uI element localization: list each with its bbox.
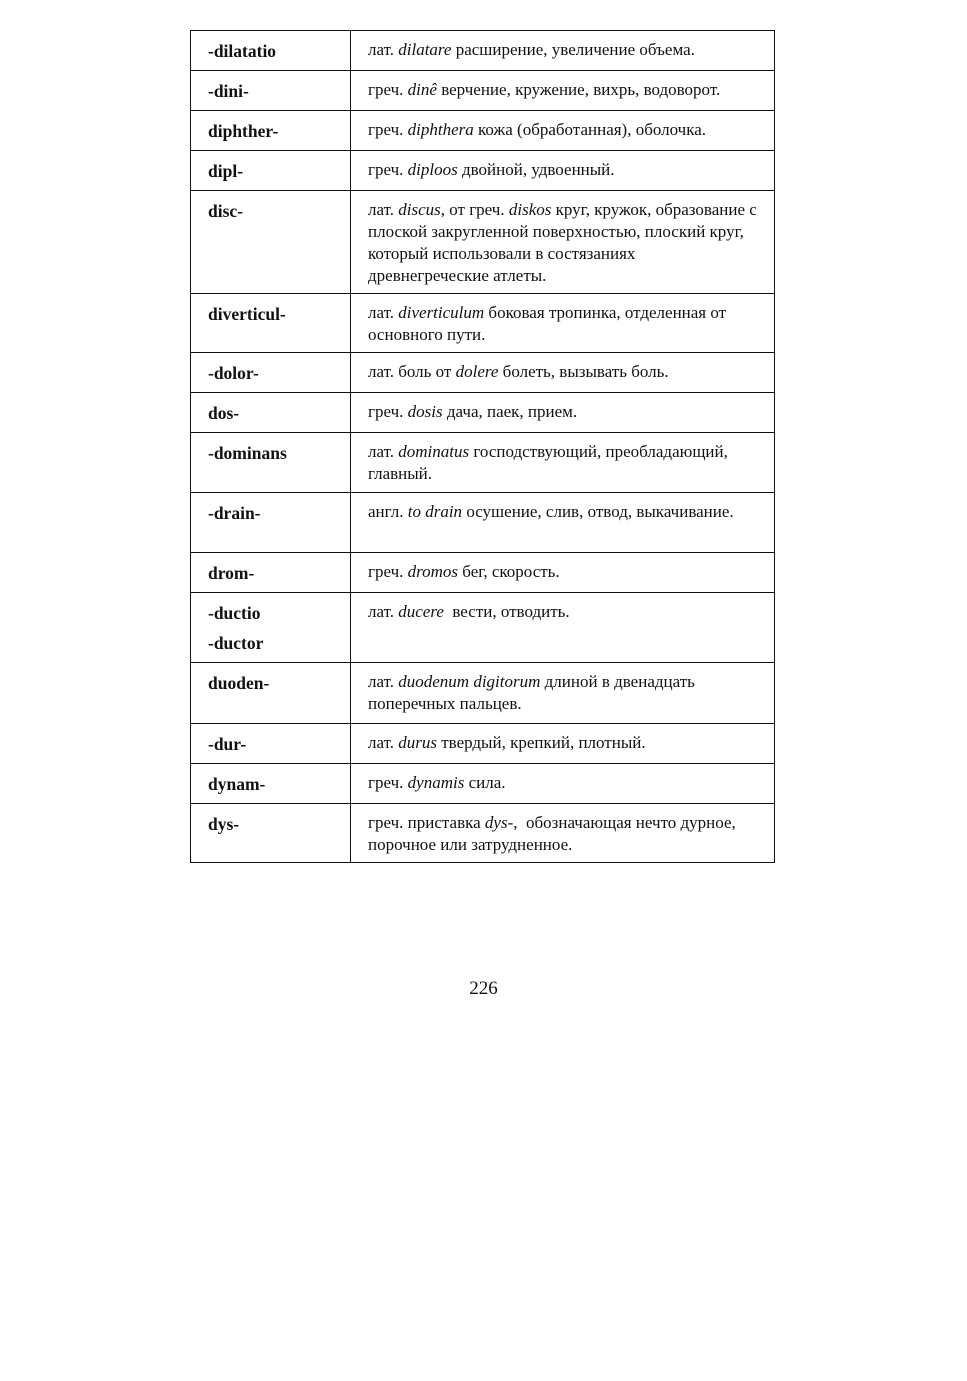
glossary-row: [191, 191, 775, 294]
term-cell: [191, 31, 351, 71]
definition-cell: [351, 764, 775, 804]
definition-text: лат. боль от: [368, 362, 456, 381]
definition-cell: [351, 663, 775, 724]
definition-etymon: ducere: [398, 602, 444, 621]
definition-etymon: discus: [398, 200, 441, 219]
definition-text: кожа (обработанная), оболочка.: [473, 120, 707, 139]
glossary-row: [191, 433, 775, 493]
glossary-row: [191, 724, 775, 764]
definition-text: греч.: [368, 562, 408, 581]
term-text: -dur-: [208, 734, 247, 754]
term-text: diverticul-: [208, 304, 286, 324]
glossary-row: [191, 663, 775, 724]
definition-cell: [351, 294, 775, 353]
term-cell: [191, 294, 351, 353]
definition-cell: [351, 353, 775, 393]
definition-etymon: dolere: [455, 362, 499, 381]
definition-cell: [351, 804, 775, 863]
definition-text: сила.: [464, 773, 506, 792]
glossary-row: [191, 111, 775, 151]
term-cell: [191, 151, 351, 191]
definition-etymon: dys-: [484, 813, 514, 832]
glossary-row: [191, 353, 775, 393]
definition-etymon: diverticulum: [398, 303, 485, 322]
definition-etymon: to drain: [407, 502, 463, 521]
term-text: -dini-: [208, 81, 249, 101]
glossary-row: [191, 151, 775, 191]
definition-cell: [351, 31, 775, 71]
definition-text: англ.: [368, 502, 408, 521]
definition-etymon: duodenum digitorum: [398, 672, 541, 691]
definition-text: лат.: [368, 602, 399, 621]
term-text: dynam-: [208, 774, 266, 794]
definition-text: греч.: [368, 160, 408, 179]
definition-text: , от греч.: [440, 200, 509, 219]
term-text: dos-: [208, 403, 240, 423]
definition-text: лат.: [368, 303, 399, 322]
definition-text: вести, отводить.: [443, 602, 570, 621]
glossary-row: [191, 393, 775, 433]
definition-etymon: dromos: [407, 562, 459, 581]
term-cell: [191, 493, 351, 553]
term-cell: [191, 71, 351, 111]
term-text: -dominans: [208, 443, 287, 463]
definition-cell: [351, 553, 775, 593]
term-text: -dilatatio: [208, 41, 277, 61]
definition-etymon: dilatare: [398, 40, 452, 59]
definition-etymon: dinê: [407, 80, 437, 99]
definition-text: греч.: [368, 402, 408, 421]
definition-cell: [351, 393, 775, 433]
definition-text: греч. приставка: [368, 813, 485, 832]
definition-cell: [351, 493, 775, 553]
glossary-row: [191, 71, 775, 111]
definition-text: боковая тропинка, отделенная от основного пути.: [368, 303, 731, 344]
definition-etymon: durus: [398, 733, 437, 752]
term-text: diphther-: [208, 121, 279, 141]
definition-text: лат.: [368, 40, 399, 59]
glossary-row: [191, 804, 775, 863]
definition-text: круг, кружок, образование с плоской закругленной поверхностью, плоский круг, который использовали в состязаниях древнегреческие атлеты.: [368, 200, 762, 285]
definition-etymon: dosis: [407, 402, 443, 421]
glossary-body: [191, 31, 775, 863]
glossary-row: [191, 553, 775, 593]
definition-text: дача, паек, прием.: [442, 402, 578, 421]
definition-cell: [351, 111, 775, 151]
definition-text: греч.: [368, 773, 408, 792]
definition-text: лат.: [368, 442, 399, 461]
definition-etymon: diskos: [508, 200, 552, 219]
definition-etymon: diphthera: [407, 120, 474, 139]
definition-text: двойной, удвоенный.: [457, 160, 615, 179]
definition-text: твердый, крепкий, плотный.: [436, 733, 646, 752]
definition-text: господствующий, преобладающий, главный.: [368, 442, 733, 483]
term-text: -drain-: [208, 503, 261, 523]
definition-cell: [351, 71, 775, 111]
definition-cell: [351, 433, 775, 493]
glossary-row: [191, 493, 775, 553]
term-text: drom-: [208, 563, 255, 583]
definition-text: длиной в двенадцать поперечных пальцев.: [368, 672, 700, 713]
definition-text: лат.: [368, 733, 399, 752]
definition-text: верчение, кружение, вихрь, водоворот.: [436, 80, 721, 99]
definition-cell: [351, 191, 775, 294]
term-text: dys-: [208, 814, 240, 834]
definition-etymon: dominatus: [398, 442, 470, 461]
page-number: 226: [469, 978, 498, 999]
definition-text: , обозначающая нечто дурное, порочное или затрудненное.: [368, 813, 741, 854]
definition-text: лат.: [368, 200, 399, 219]
term-cell: [191, 663, 351, 724]
term-text: -ductor: [208, 633, 264, 653]
glossary-row: [191, 294, 775, 353]
definition-cell: [351, 151, 775, 191]
definition-text: бег, скорость.: [458, 562, 560, 581]
term-cell: [191, 393, 351, 433]
term-cell: [191, 353, 351, 393]
term-text: dipl-: [208, 161, 244, 181]
definition-text: греч.: [368, 120, 408, 139]
term-text: -dolor-: [208, 363, 259, 383]
glossary-row: [191, 764, 775, 804]
term-cell: [191, 593, 351, 663]
term-text: -ductio: [208, 603, 261, 623]
definition-cell: [351, 724, 775, 764]
definition-cell: [351, 593, 775, 663]
term-cell: [191, 553, 351, 593]
term-cell: [191, 433, 351, 493]
definition-text: болеть, вызывать боль.: [498, 362, 669, 381]
definition-text: лат.: [368, 672, 399, 691]
term-cell: [191, 724, 351, 764]
term-cell: [191, 191, 351, 294]
definition-text: расширение, увеличение объема.: [451, 40, 695, 59]
definition-etymon: diploos: [407, 160, 458, 179]
glossary-row: [191, 31, 775, 71]
glossary-table: [190, 30, 775, 863]
definition-text: осушение, слив, отвод, выкачивание.: [462, 502, 734, 521]
term-cell: [191, 804, 351, 863]
definition-etymon: dynamis: [407, 773, 465, 792]
term-cell: [191, 111, 351, 151]
definition-text: греч.: [368, 80, 408, 99]
term-cell: [191, 764, 351, 804]
glossary-row: [191, 593, 775, 663]
term-text: duoden-: [208, 673, 270, 693]
term-text: disc-: [208, 201, 243, 221]
